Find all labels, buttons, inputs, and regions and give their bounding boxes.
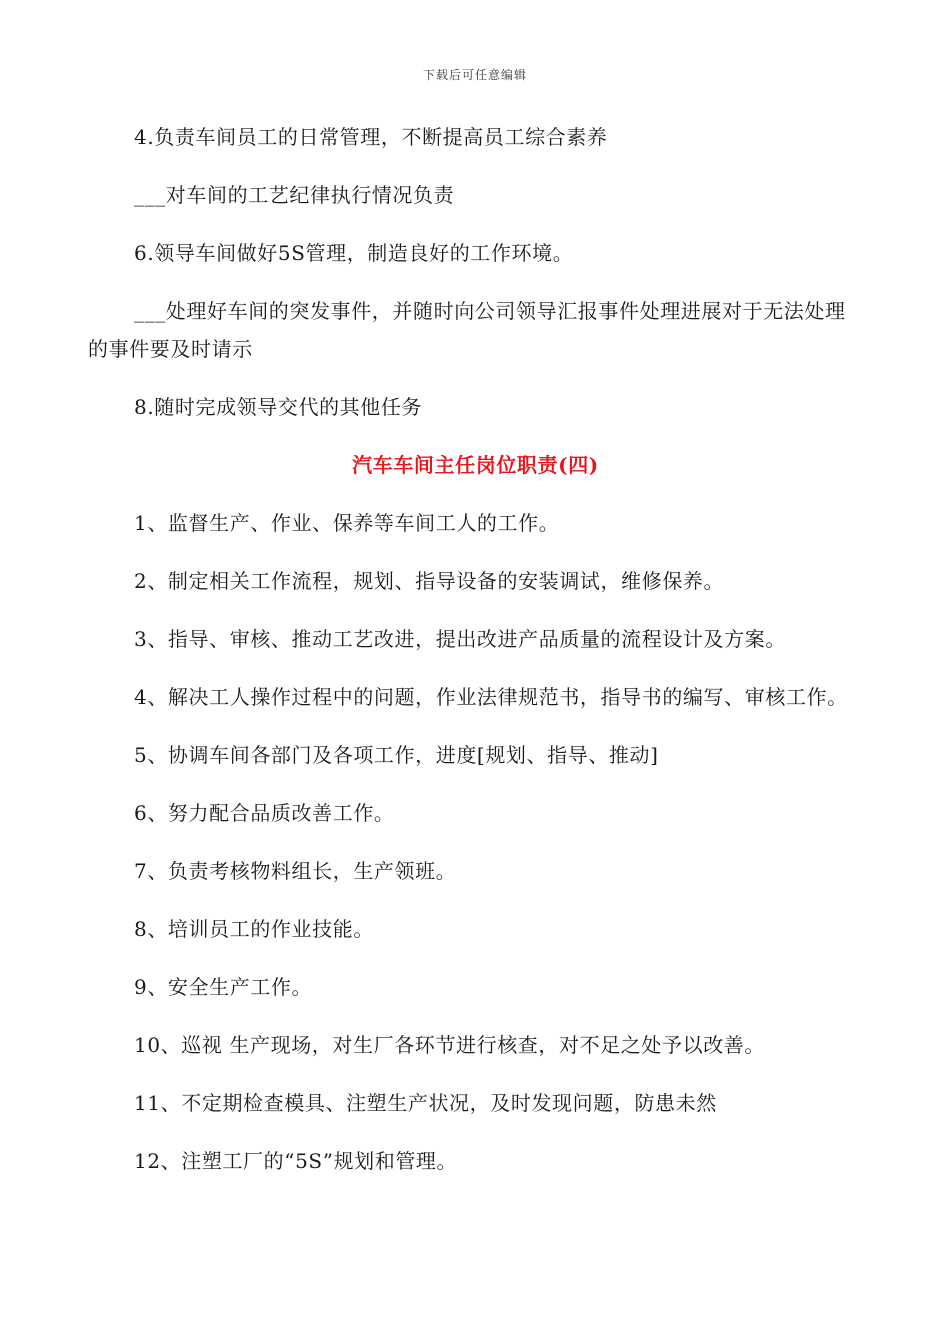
duty-item-6: 6.领导车间做好5S管理，制造良好的工作环境。 — [134, 241, 574, 265]
section-item-4: 4、解决工人操作过程中的问题，作业法律规范书，指导书的编写、审核工作。 — [134, 685, 848, 709]
section-item-5: 5、协调车间各部门及各项工作，进度[规划、指导、推动] — [134, 743, 659, 767]
section-item-2: 2、制定相关工作流程，规划、指导设备的安装调试，维修保养。 — [134, 569, 725, 593]
duty-item-4: 4.负责车间员工的日常管理，不断提高员工综合素养 — [134, 125, 608, 149]
document-body — [88, 118, 863, 1200]
duty-item-5: ___对车间的工艺纪律执行情况负责 — [134, 183, 455, 207]
duty-item-7: ___处理好车间的突发事件，并随时向公司领导汇报事件处理进展对于无法处理的事件要及时请示 — [88, 299, 846, 361]
section-item-1: 1、监督生产、作业、保养等车间工人的工作。 — [134, 511, 560, 535]
section-item-12: 12、注塑工厂的“5S”规划和管理。 — [134, 1149, 458, 1173]
section-item-3: 3、指导、审核、推动工艺改进，提出改进产品质量的流程设计及方案。 — [134, 627, 786, 651]
section-item-10: 10、巡视 生产现场，对生厂各环节进行核查，对不足之处予以改善。 — [134, 1033, 766, 1057]
section-item-7: 7、负责考核物料组长，生产领班。 — [134, 859, 457, 883]
section-item-11: 11、不定期检查模具、注塑生产状况，及时发现问题，防患未然 — [134, 1091, 717, 1115]
page-header: 下载后可任意编辑 — [422, 68, 527, 82]
section-item-8: 8、培训员工的作业技能。 — [134, 917, 374, 941]
duty-item-8: 8.随时完成领导交代的其他任务 — [134, 395, 423, 419]
section-item-6: 6、努力配合品质改善工作。 — [134, 801, 395, 825]
section-title: 汽车车间主任岗位职责(四) — [352, 453, 599, 477]
section-item-9: 9、安全生产工作。 — [134, 975, 313, 999]
